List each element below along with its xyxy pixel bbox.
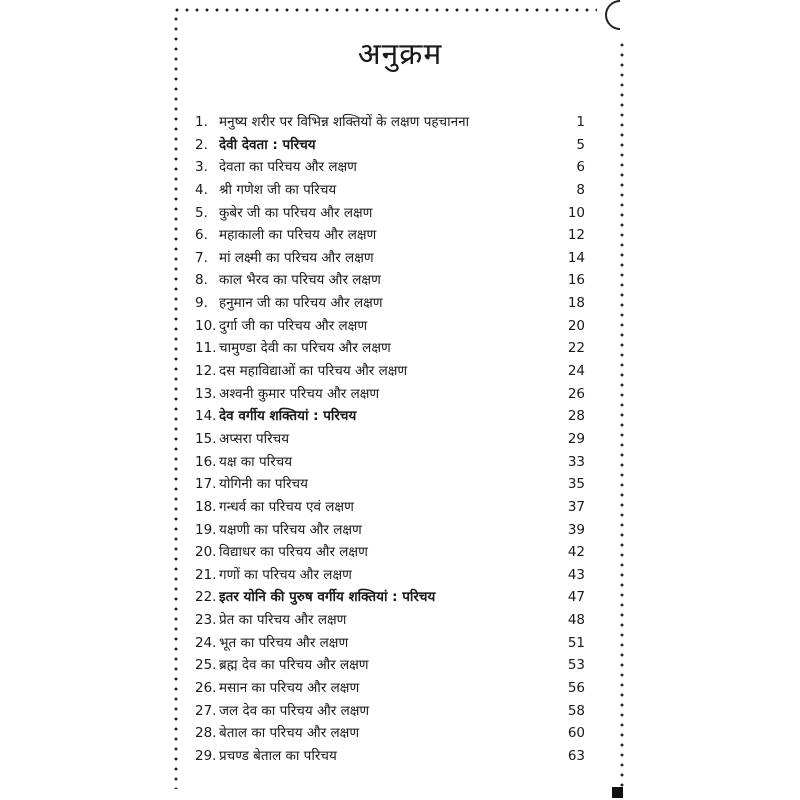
toc-entry-page: 48 — [567, 612, 585, 629]
toc-entry-number: 26. — [195, 680, 217, 697]
toc-entry-title: योगिनी का परिचय — [219, 476, 308, 493]
toc-entry-number: 2. — [195, 136, 208, 153]
toc-entry-title: हनुमान जी का परिचय और लक्षण — [219, 295, 383, 312]
toc-entry[interactable] — [195, 587, 585, 610]
toc-entry[interactable] — [195, 270, 585, 293]
toc-entry-page: 33 — [567, 453, 585, 470]
toc-entry-title: बेताल का परिचय और लक्षण — [219, 725, 360, 742]
toc-entry-page: 5 — [576, 136, 585, 153]
toc-entry[interactable] — [195, 384, 585, 407]
toc-entry-title: गन्धर्व का परिचय एवं लक्षण — [219, 498, 354, 515]
toc-entry-number: 12. — [195, 363, 217, 380]
toc-entry-number: 1. — [195, 114, 208, 130]
toc-entry-page: 16 — [567, 272, 585, 289]
toc-entry[interactable] — [195, 610, 585, 633]
table-of-contents — [195, 112, 585, 769]
toc-entry[interactable] — [195, 497, 585, 520]
toc-entry[interactable] — [195, 180, 585, 203]
toc-entry[interactable] — [195, 633, 585, 656]
toc-entry[interactable] — [195, 316, 585, 339]
toc-entry[interactable] — [195, 157, 585, 180]
toc-entry-page: 1 — [576, 114, 585, 130]
toc-entry-number: 14. — [195, 408, 217, 425]
toc-entry-page: 37 — [567, 498, 585, 515]
toc-entry-page: 42 — [567, 544, 585, 561]
toc-entry[interactable] — [195, 542, 585, 565]
toc-entry-number: 23. — [195, 612, 217, 629]
toc-entry-number: 22. — [195, 589, 217, 606]
toc-entry[interactable] — [195, 293, 585, 316]
toc-entry[interactable] — [195, 520, 585, 543]
toc-entry[interactable] — [195, 701, 585, 724]
toc-entry-title: देव वर्गीय शक्तियां : परिचय — [219, 408, 357, 425]
toc-entry-number: 8. — [195, 272, 208, 289]
toc-entry-page: 43 — [567, 566, 585, 583]
toc-entry-page: 6 — [576, 159, 585, 176]
toc-entry[interactable] — [195, 135, 585, 158]
toc-entry-number: 11. — [195, 340, 217, 357]
toc-entry-number: 29. — [195, 747, 217, 764]
toc-entry[interactable] — [195, 112, 585, 135]
toc-entry-title: कुबेर जी का परिचय और लक्षण — [219, 204, 373, 221]
toc-entry-page: 56 — [567, 680, 585, 697]
toc-entry-number: 25. — [195, 657, 217, 674]
toc-entry-title: काल भैरव का परिचय और लक्षण — [219, 272, 381, 289]
toc-entry-title: ब्रह्म देव का परिचय और लक्षण — [219, 657, 369, 674]
toc-entry-page: 12 — [567, 227, 585, 244]
corner-ornament — [599, 0, 641, 36]
toc-entry[interactable] — [195, 203, 585, 226]
dotted-border-right — [618, 40, 626, 790]
toc-entry-number: 16. — [195, 453, 217, 470]
toc-entry-title: गणों का परिचय और लक्षण — [219, 566, 352, 583]
toc-entry-title: अश्वनी कुमार परिचय और लक्षण — [219, 385, 380, 402]
toc-entry[interactable] — [195, 565, 585, 588]
toc-entry-number: 18. — [195, 498, 217, 515]
toc-entry-number: 20. — [195, 544, 217, 561]
toc-entry-title: दस महाविद्याओं का परिचय और लक्षण — [219, 363, 408, 380]
toc-entry-number: 10. — [195, 317, 217, 334]
toc-entry-page: 39 — [567, 521, 585, 538]
dotted-border-top — [172, 6, 597, 14]
toc-entry-page: 51 — [567, 634, 585, 651]
toc-entry-title: विद्याधर का परिचय और लक्षण — [219, 544, 368, 561]
toc-entry-title: मसान का परिचय और लक्षण — [219, 680, 360, 697]
toc-entry[interactable] — [195, 248, 585, 271]
toc-entry-title: श्री गणेश जी का परिचय — [219, 181, 337, 198]
toc-entry-title: मनुष्य शरीर पर विभिन्न शक्तियों के लक्षण पहचानना — [219, 114, 470, 130]
dotted-border-left — [172, 14, 180, 789]
toc-entry-title: इतर योनि की पुरुष वर्गीय शक्तियां : परिचय — [219, 589, 436, 606]
toc-entry-number: 4. — [195, 181, 208, 198]
toc-entry-number: 17. — [195, 476, 217, 493]
toc-entry-page: 8 — [576, 181, 585, 198]
toc-entry[interactable] — [195, 655, 585, 678]
toc-entry-page: 58 — [567, 702, 585, 719]
toc-entry[interactable] — [195, 225, 585, 248]
toc-entry-title: यक्ष का परिचय — [219, 453, 293, 470]
toc-entry-title: देवता का परिचय और लक्षण — [219, 159, 357, 176]
toc-entry-page: 60 — [567, 725, 585, 742]
toc-entry[interactable] — [195, 723, 585, 746]
toc-entry[interactable] — [195, 338, 585, 361]
toc-entry[interactable] — [195, 429, 585, 452]
toc-entry[interactable] — [195, 361, 585, 384]
toc-entry[interactable] — [195, 678, 585, 701]
toc-entry-page: 28 — [567, 408, 585, 425]
toc-entry-title: महाकाली का परिचय और लक्षण — [219, 227, 377, 244]
toc-entry-number: 19. — [195, 521, 217, 538]
toc-entry-number: 13. — [195, 385, 217, 402]
toc-entry[interactable] — [195, 406, 585, 429]
toc-entry-title: प्रचण्ड बेताल का परिचय — [219, 747, 337, 764]
toc-entry-number: 5. — [195, 204, 208, 221]
corner-mark — [612, 787, 623, 798]
toc-entry-number: 28. — [195, 725, 217, 742]
toc-entry-title: दुर्गा जी का परिचय और लक्षण — [219, 317, 368, 334]
toc-entry-title: अप्सरा परिचय — [219, 430, 290, 447]
toc-entry-page: 26 — [567, 385, 585, 402]
toc-entry-page: 14 — [567, 249, 585, 266]
toc-entry-title: मां लक्ष्मी का परिचय और लक्षण — [219, 249, 374, 266]
toc-entry-page: 22 — [567, 340, 585, 357]
toc-entry-number: 15. — [195, 430, 217, 447]
toc-entry-number: 21. — [195, 566, 217, 583]
toc-entry-page: 10 — [567, 204, 585, 221]
toc-entry-title: चामुण्डा देवी का परिचय और लक्षण — [219, 340, 391, 357]
toc-entry-page: 29 — [567, 430, 585, 447]
toc-entry-number: 27. — [195, 702, 217, 719]
toc-entry[interactable] — [195, 746, 585, 769]
toc-entry-number: 9. — [195, 295, 208, 312]
toc-entry-page: 20 — [567, 317, 585, 334]
toc-entry-page: 35 — [567, 476, 585, 493]
toc-entry-page: 47 — [567, 589, 585, 606]
toc-entry[interactable] — [195, 452, 585, 475]
toc-entry-number: 24. — [195, 634, 217, 651]
toc-entry-number: 3. — [195, 159, 208, 176]
toc-entry-title: यक्षणी का परिचय और लक्षण — [219, 521, 362, 538]
toc-entry-page: 24 — [567, 363, 585, 380]
toc-entry-page: 53 — [567, 657, 585, 674]
toc-entry-title: प्रेत का परिचय और लक्षण — [219, 612, 347, 629]
toc-entry[interactable] — [195, 474, 585, 497]
page-title: अनुक्रम — [357, 37, 443, 72]
toc-entry-number: 7. — [195, 249, 208, 266]
toc-entry-title: भूत का परिचय और लक्षण — [219, 634, 349, 651]
toc-entry-title: देवी देवता : परिचय — [219, 136, 316, 153]
toc-entry-title: जल देव का परिचय और लक्षण — [219, 702, 370, 719]
toc-entry-number: 6. — [195, 227, 208, 244]
toc-entry-page: 18 — [567, 295, 585, 312]
toc-entry-page: 63 — [567, 747, 585, 764]
